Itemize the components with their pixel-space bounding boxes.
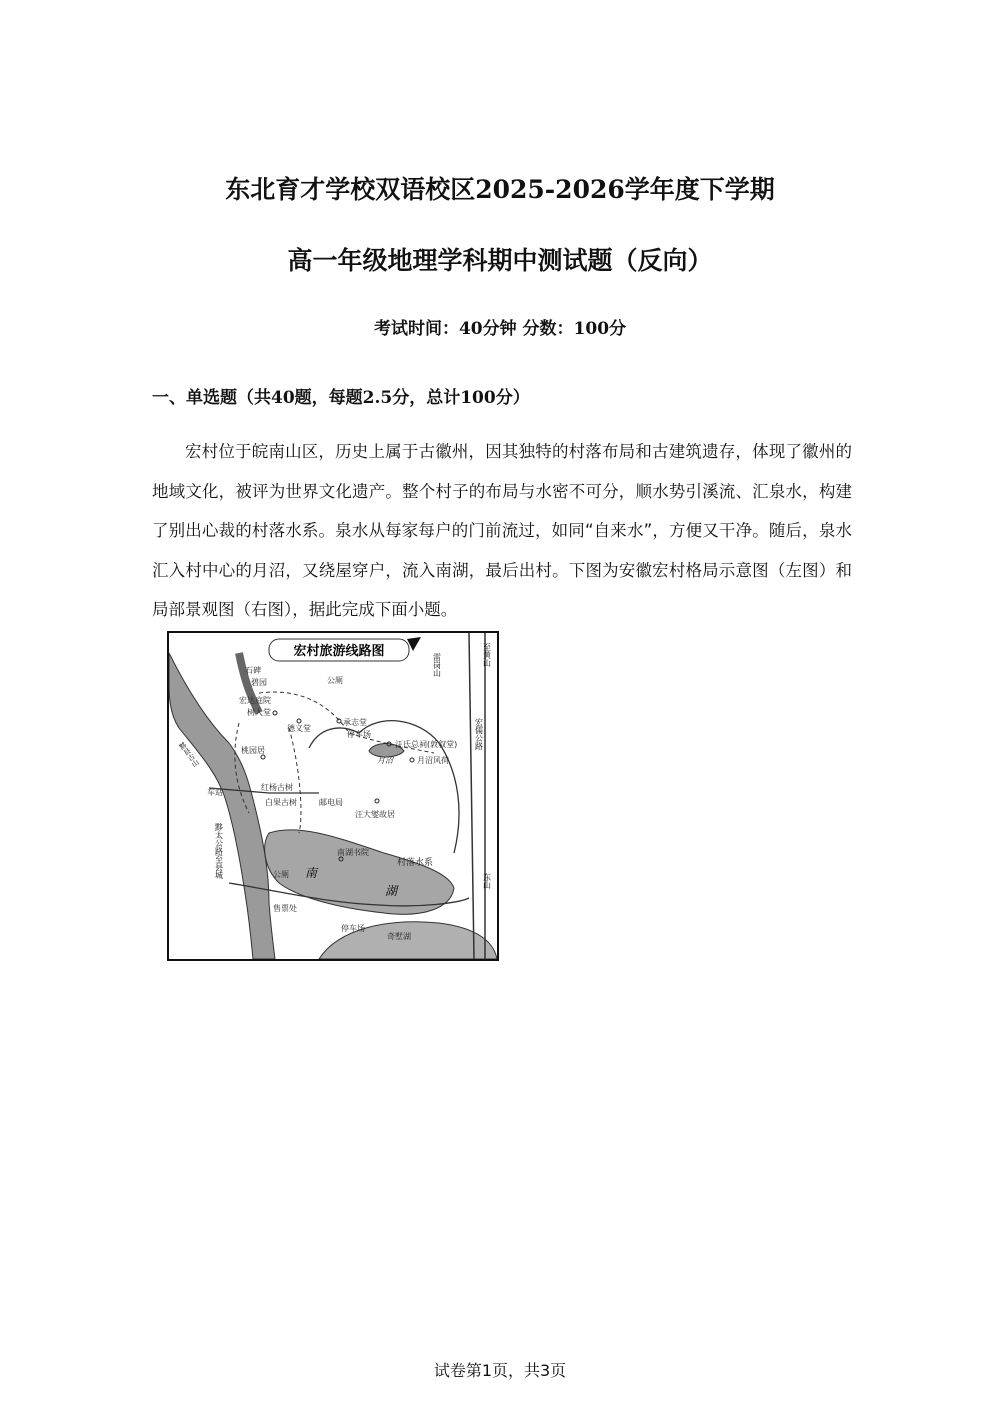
poi-marker (297, 719, 301, 723)
label-hongdatingyuan: 宏达庭院 (239, 696, 271, 705)
label-youdianju: 邮电局 (319, 798, 343, 807)
poi-marker (273, 711, 277, 715)
poi-marker (261, 755, 265, 759)
poi-marker (410, 758, 414, 762)
label-nanhu-nan: 南 (305, 866, 318, 880)
label-shoupiaochu: 售票处 (273, 904, 297, 913)
nanhu-lake (265, 830, 454, 915)
poi-marker (375, 799, 379, 803)
label-dewentang: 德义堂 (287, 724, 311, 733)
label-cunluoshuixi: 村落水系 (397, 858, 434, 868)
label-nanhu-hu: 湖 (385, 884, 398, 898)
label-shibei: 石碑 (245, 666, 261, 675)
label-yuezhao: 月沼 (377, 756, 393, 765)
label-tingchechang-south: 停车场 (341, 924, 365, 933)
exam-title-line2: 高一年级地理学科期中测试题（反向） (287, 246, 713, 275)
hongcun-map-figure (167, 631, 499, 961)
label-hongyang: 红杨古树 (261, 783, 293, 792)
section-heading: 一、单选题（共40题，每题2.5分，总计100分） (152, 388, 530, 408)
label-gongce-south: 公厕 (273, 870, 289, 879)
label-shurentang: 树人堂 (247, 708, 271, 717)
label-yitai-road: 黟太公路至县城 (214, 823, 224, 879)
road-right (469, 633, 474, 959)
label-wangdaxie: 汪大燮故居 (355, 810, 395, 819)
label-leigang: 雷岗山 (432, 653, 442, 677)
label-yuezhaofenghe: 月沼风荷 (417, 756, 449, 765)
label-gongce-north: 公厕 (327, 676, 343, 685)
label-taoyuanju: 桃园居 (241, 746, 265, 755)
label-wangshi: 汪氏总祠(敦叙堂) (395, 740, 458, 749)
label-hongru-road: 宏儒公路 (474, 718, 484, 750)
label-tingchechang-north: 停车场 (347, 730, 371, 739)
label-zhi-huangshan: 至黄山 (482, 643, 492, 667)
label-baiguo: 白果古树 (265, 798, 297, 807)
label-nanhushuyuan: 南湖书院 (337, 848, 369, 857)
map-title: 宏村旅游线路图 (293, 644, 385, 659)
question-stem: 宏村位于皖南山区，历史上属于古徽州，因其独特的村落布局和古建筑遗存，体现了徽州的地域文化，被评为世界文化遗产。整个村子的布局与水密不可分，顺水势引溪流、汇泉水，构建了别出心裁的村落水系。泉水从每家每户的门前流过，如同“自来水”，方便又干净。随后，泉水汇入村中心的月沼，又绕屋穿户，流入南湖，最后出村。下图为安徽宏村格局示意图（左图）和局部景观图（右图），据此完成下面小题。 (152, 442, 852, 619)
label-left-road: 黟县古山 (177, 740, 201, 769)
page-footer: 试卷第1页，共3页 (433, 1361, 567, 1380)
hongcun-map-svg (169, 633, 497, 959)
label-dongshan: 东山 (482, 873, 492, 889)
label-chezhan: 车站 (207, 788, 223, 797)
exam-title-line1: 东北育才学校双语校区2025-2026学年度下学期 (225, 175, 775, 204)
label-qishuhu: 奇墅湖 (387, 932, 411, 941)
exam-info: 考试时间：40分钟 分数：100分 (373, 319, 627, 339)
label-chengzhitang: 承志堂 (343, 718, 367, 727)
label-biyuan: 碧园 (251, 678, 267, 687)
